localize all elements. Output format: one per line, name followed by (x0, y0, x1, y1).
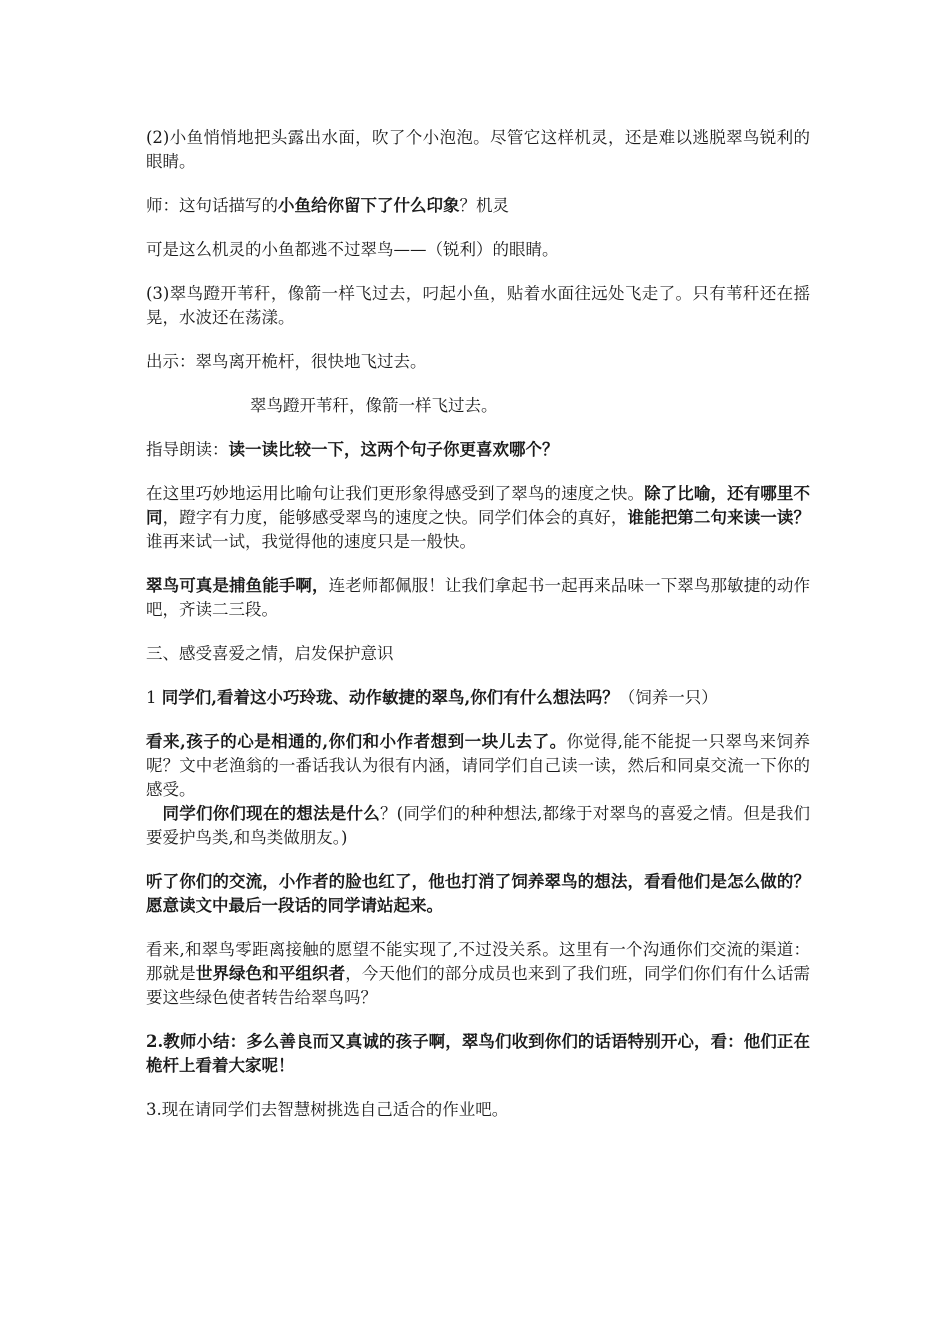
bold-text: 听了你们的交流，小作者的脸也红了，他也打消了饲养翠鸟的想法，看看他们是怎么做的？愿意读文中最后一段话的同学请站起来。 (146, 872, 810, 915)
paragraph-15 (146, 938, 810, 1010)
bold-text: 2.教师小结：多么善良而又真诚的孩子啊，翠鸟们收到你们的话语特别开心，看：他们正在桅杆上看着大家呢！ (146, 1032, 810, 1075)
paragraph-8 (146, 482, 810, 554)
paragraph-14 (146, 870, 810, 918)
text-span: ，今天他们的部分成员也来到了我们班，同学们你们有什么话需要这些绿色使者转告给翠鸟吗？ (146, 964, 811, 1007)
paragraph-5 (146, 350, 810, 374)
paragraph-2 (146, 194, 810, 218)
text-span: 3.现在请同学们去智慧树挑选自己适合的作业吧。 (146, 1100, 509, 1119)
text-span: 1 (146, 688, 162, 707)
bold-text: 看来,孩子的心是相通的,你们和小作者想到一块儿去了。 (146, 732, 567, 751)
bold-text: 同学们,看着这小巧玲珑、动作敏捷的翠鸟,你们有什么想法吗？ (161, 688, 619, 707)
text-span: 出示：翠鸟离开桅杆，很快地飞过去。 (146, 352, 427, 371)
paragraph-4 (146, 282, 810, 330)
bold-text: 小鱼给你留下了什么印象 (278, 196, 460, 215)
text-span: ？机灵 (459, 196, 509, 215)
text-span: 在这里巧妙地运用比喻句让我们更形象得感受到了翠鸟的速度之快。 (146, 484, 645, 503)
bold-text: 翠鸟可真是捕鱼能手啊， (146, 576, 329, 595)
text-span: ，蹬字有力度，能够感受翠鸟的速度之快。同学们体会的真好， (162, 508, 628, 527)
text-span: 翠鸟蹬开苇秆，像箭一样飞过去。 (250, 396, 498, 415)
text-span: (3)翠鸟蹬开苇秆，像箭一样飞过去，叼起小鱼，贴着水面往远处飞走了。只有苇秆还在摇晃，水波还在荡漾。 (146, 284, 810, 327)
section-heading (146, 642, 810, 666)
text-span: 师：这句话描写的 (146, 196, 278, 215)
paragraph-17 (146, 1098, 810, 1122)
paragraph-7 (146, 438, 810, 462)
text-span: ？(同学们的种种想法,都缘于对翠鸟的喜爱之情。但是我们要爱护鸟类,和鸟类做朋友。) (146, 804, 810, 847)
bold-text: 除了比喻，还有哪里不同 (146, 484, 811, 527)
bold-text: 读一读比较一下，这两个句子你更喜欢哪个？ (228, 440, 559, 459)
paragraph-1 (146, 126, 810, 174)
text-span: 谁再来试一试，我觉得他的速度只是一般快。 (146, 532, 476, 551)
bold-text: 世界绿色和平组织者 (195, 964, 346, 983)
text-span: 三、感受喜爱之情，启发保护意识 (146, 644, 394, 663)
text-span: 看来,和翠鸟零距离接触的愿望不能实现了,不过没关系。这里有一个沟通你们交流的渠道：那就是 (146, 940, 810, 983)
paragraph-11 (146, 686, 810, 710)
paragraph-13 (146, 802, 810, 850)
document-page (146, 126, 810, 1122)
text-span: (2)小鱼悄悄地把头露出水面，吹了个小泡泡。尽管它这样机灵，还是难以逃脱翠鸟锐利的眼睛。 (146, 128, 810, 171)
paragraph-3 (146, 238, 810, 262)
bold-text: 同学们你们现在的想法是什么 (162, 804, 380, 823)
paragraph-16 (146, 1030, 810, 1078)
text-span: 指导朗读： (146, 440, 229, 459)
bold-text: 谁能把第二句来读一读？ (627, 508, 811, 527)
text-span: 你觉得,能不能捉一只翠鸟来饲养呢？文中老渔翁的一番话我认为很有内涵，请同学们自己读一读，然后和同桌交流一下你的感受。 (146, 732, 810, 799)
paragraph-12 (146, 730, 810, 802)
text-span: （饲养一只） (618, 688, 718, 707)
paragraph-9 (146, 574, 810, 622)
paragraph-6 (146, 394, 810, 418)
text-span: 连老师都佩服！让我们拿起书一起再来品味一下翠鸟那敏捷的动作吧，齐读二三段。 (146, 576, 811, 619)
text-span: 可是这么机灵的小鱼都逃不过翠鸟——（锐利）的眼睛。 (146, 240, 559, 259)
